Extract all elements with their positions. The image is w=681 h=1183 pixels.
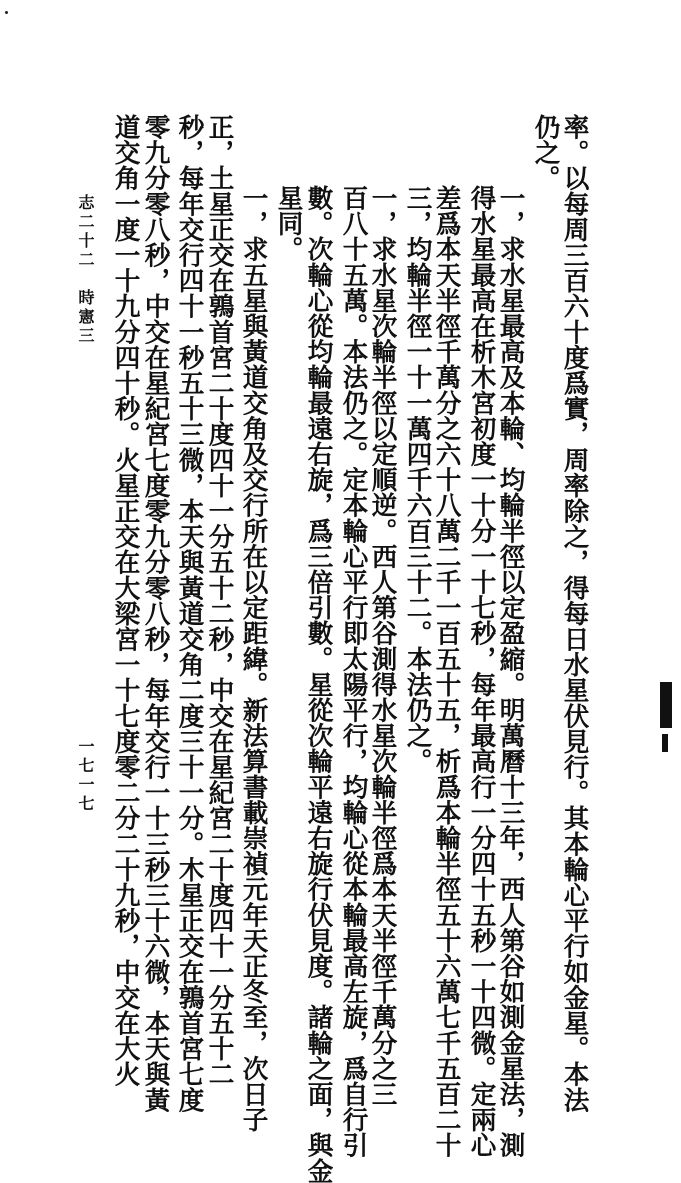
running-head-chapter: 志二十二 時憲三 (76, 194, 95, 346)
text-column-11: 一，求五星與黃道交角及交行所在以定距緯。新法算書載崇禎元年天正冬至，次日子 (238, 185, 269, 1133)
text-column-7: 一，求水星次輪半徑以定順逆。西人第谷測得水星次輪半徑爲本天半徑千萬分之三 (367, 185, 398, 1107)
text-column-5: 差爲本天半徑千萬分之六十八萬二千一百五十五，析爲本輪半徑五十六萬七千五百二十 (431, 185, 462, 1158)
text-column-9: 數。次輪心從均輪最遠右旋，爲三倍引數。星從次輪平遠右旋行伏見度。諸輪之面，與金 (303, 185, 334, 1183)
scan-edge-mark (660, 682, 672, 728)
text-column-2: 仍之。 (530, 114, 561, 191)
text-column-8: 百八十五萬。本法仍之。定本輪心平行即太陽平行，均輪心從本輪最高左旋，爲自行引 (338, 185, 369, 1158)
text-column-12: 正，土星正交在鶉首宮二十度四十一分五十二秒，中交在星紀宮二十度四十一分五十二 (204, 114, 235, 1087)
text-column-3: 一，求水星最高及本輪、均輪半徑以定盈縮。明萬曆十三年，西人第谷如測金星法，測 (495, 185, 526, 1158)
text-column-13: 秒，每年交行四十一秒五十三微，本天與黃道交角二度三十一分。木星正交在鶉首宮七度 (174, 114, 205, 1113)
text-column-6: 三，均輪半徑一十一萬四千六百三十二。本法仍之。 (402, 185, 433, 774)
page-number: 一七一七 (76, 738, 95, 814)
text-column-10: 星同。 (273, 185, 304, 262)
scan-edge-tick (662, 734, 668, 752)
text-column-4: 得水星最高在析木宮初度一十分一十七秒，每年最高行一分四十五秒一十四微。定兩心 (466, 185, 497, 1158)
text-column-1: 率。以每周三百六十度爲實，周率除之，得每日水星伏見行。其本輪心平行如金星。本法 (559, 114, 590, 1113)
text-column-15: 道交角一度一十九分四十秒。火星正交在大梁宮一十七度零二分二十九秒，中交在大火 (110, 114, 141, 1087)
text-column-14: 零九分零八秒，中交在星紀宮七度零九分零八秒，每年交行一十三秒三十六微，本天與黃 (140, 114, 171, 1113)
print-speck (5, 11, 8, 14)
